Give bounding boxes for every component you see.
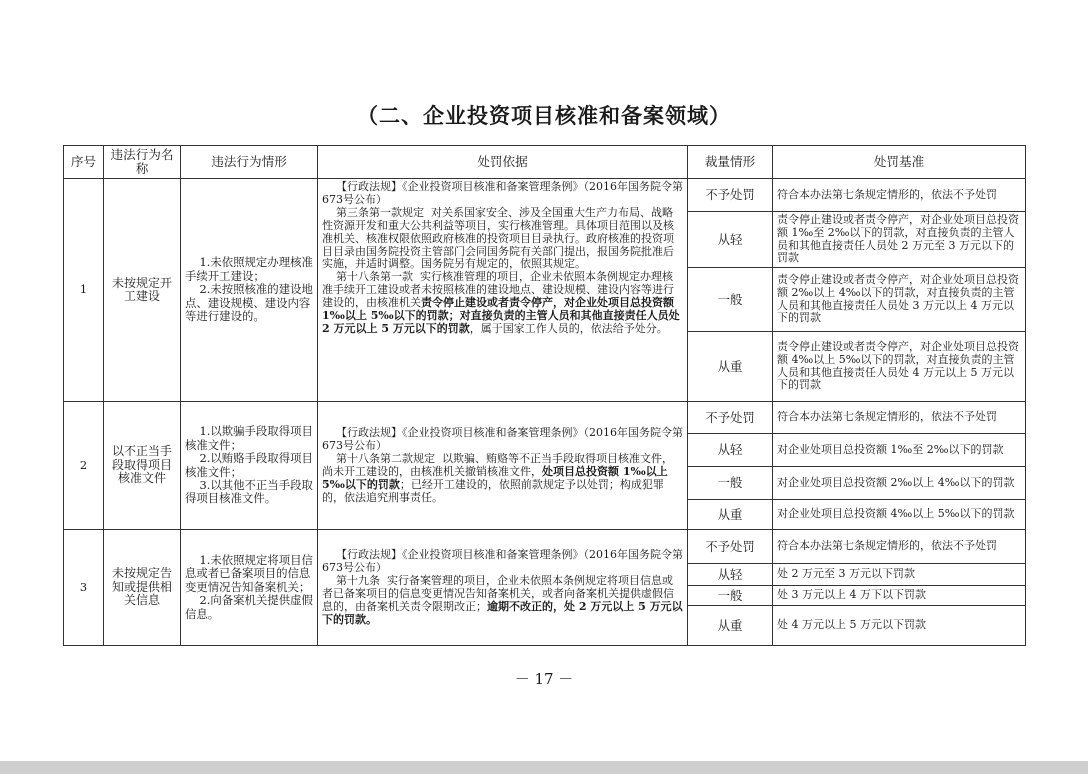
level-standard: 责令停止建设或者责令停产，对企业处项目总投资额 4‰以上 5‰以下的罚款，对直接负责的主管人员和其他直接责任人员处 4 万元以上 5 万元以下的罚款: [773, 332, 1026, 402]
basis-bold-text: 处项目总投资额 1‰以上 5‰以下的罚款: [322, 465, 672, 491]
level-label: 一般: [688, 586, 773, 606]
level-label: 从重: [688, 332, 773, 402]
level-standard: 处 4 万元以上 5 万元以下罚款: [773, 606, 1026, 646]
level-label: 不予处罚: [688, 179, 773, 212]
level-standard: 符合本办法第七条规定情形的，依法不予处罚: [773, 530, 1026, 564]
level-standard: 责令停止建设或者责令停产，对企业处项目总投资额 2‰以上 4‰以下的罚款，对直接负责的主管人员和其他直接责任人员处 3 万元以上 4 万元以下的罚款: [773, 268, 1026, 332]
row-situation: 1.未依照规定办理核准手续开工建设； 2.未按照核准的建设地点、建设规模、建设内容等进行建设的。: [181, 179, 318, 402]
row-seq: 3: [64, 530, 104, 646]
row-situation: 1.以欺骗手段取得项目核准文件； 2.以贿赂手段取得项目核准文件； 3.以其他不正当手段取得项目核准文件。: [181, 402, 318, 530]
basis-text: 【行政法规】《企业投资项目核准和备案管理条例》（2016年国务院令第673号公布） 第十九条 实行备案管理的项目，企业未依照本条例规定将项目信息或者已备案项目的信息变更情况告知备案机关，或者向备案机关提供虚假信息的，由备案机关责令限期改正；: [322, 548, 683, 613]
basis-text: 【行政法规】《企业投资项目核准和备案管理条例》（2016年国务院令第673号公布） 第十八条第二款规定 以欺骗、贿赂等不正当手段取得项目核准文件，尚未开工建设的，由核准机关撤销核准文件，: [322, 426, 683, 478]
level-standard: 处 3 万元以上 4 万下以下罚款: [773, 586, 1026, 606]
level-label: 从重: [688, 500, 773, 530]
row-violation-name: 未按规定告知或提供相关信息: [104, 530, 181, 646]
penalty-table: [63, 145, 1026, 646]
level-label: 不予处罚: [688, 402, 773, 434]
row-violation-name: 未按规定开工建设: [104, 179, 181, 402]
row-basis: [318, 530, 688, 646]
basis-bold-text: 责令停止建设或者责令停产，对企业处项目总投资额 1‰以上 5‰以下的罚款；对直接负责的主管人员和其他直接责任人员处 2 万元以上 5 万元以下的罚款: [322, 296, 684, 335]
basis-text-tail: ，属于国家工作人员的，依法给予处分。: [469, 321, 668, 335]
table-row: [64, 402, 1026, 434]
level-standard: 对企业处项目总投资额 2‰以上 4‰以下的罚款: [773, 467, 1026, 500]
header-name: 违法行为名称: [104, 146, 181, 179]
row-seq: 2: [64, 402, 104, 530]
row-violation-name: 以不正当手段取得项目核准文件: [104, 402, 181, 530]
header-level: 裁量情形: [688, 146, 773, 179]
row-situation: 1.未依照规定将项目信息或者已备案项目的信息变更情况告知备案机关； 2.向备案机关提供虚假信息。: [181, 530, 318, 646]
row-basis: [318, 402, 688, 530]
header-basis: 处罚依据: [318, 146, 688, 179]
level-label: 从轻: [688, 434, 773, 467]
level-label: 从重: [688, 606, 773, 646]
header-standard: 处罚基准: [773, 146, 1026, 179]
level-standard: 符合本办法第七条规定情形的，依法不予处罚: [773, 402, 1026, 434]
basis-text-tail: ；已经开工建设的，依照前款规定予以处罚；构成犯罪的，依法追究刑事责任。: [322, 477, 664, 504]
level-label: 一般: [688, 268, 773, 332]
level-standard: 处 2 万元至 3 万元以下罚款: [773, 564, 1026, 586]
level-label: 不予处罚: [688, 530, 773, 564]
level-standard: 对企业处项目总投资额 4‰以上 5‰以下的罚款: [773, 500, 1026, 530]
basis-text: 【行政法规】《企业投资项目核准和备案管理条例》（2016年国务院令第673号公布） 第三条第一款规定 对关系国家安全、涉及全国重大生产力布局、战略性资源开发和重大公共利益等项目，实行核准管理。具体项目范围以及核准机关、核准权限依照政府核准的投资项目目录执行。政府核准的投资项目目录由国务院投资主管部门会同国务院有关部门提出，报国务院批准后实施，并适时调整。国务院另有规定的，依照其规定。 第十八条第一款 实行核准管理的项目，企业未依照本条例规定办理核准手续开工建设或者未按照核准的建设地点、建设规模、建设内容等进行建设的，由核准机关: [322, 180, 683, 310]
table-row: [64, 530, 1026, 564]
row-seq: 1: [64, 179, 104, 402]
level-standard: 责令停止建设或者责令停产，对企业处项目总投资额 1‰至 2‰以下的罚款，对直接负责的主管人员和其他直接责任人员处 2 万元至 3 万元以下的罚款: [773, 212, 1026, 268]
level-label: 从轻: [688, 564, 773, 586]
page-title: （二、企业投资项目核准和备案领域）: [357, 103, 731, 128]
level-standard: 对企业处项目总投资额 1‰至 2‰以下的罚款: [773, 434, 1026, 467]
header-seq: 序号: [64, 146, 104, 179]
level-label: 一般: [688, 467, 773, 500]
table-row: [64, 179, 1026, 212]
level-standard: 符合本办法第七条规定情形的，依法不予处罚: [773, 179, 1026, 212]
level-label: 从轻: [688, 212, 773, 268]
header-situation: 违法行为情形: [181, 146, 318, 179]
scan-bottom-edge: [0, 761, 1088, 774]
basis-bold-text: 逾期不改正的，处 2 万元以上 5 万元以下的罚款。: [322, 599, 683, 626]
page-number: － 17 －: [514, 670, 574, 688]
row-basis: [318, 179, 688, 402]
table-header-row: [64, 146, 1026, 179]
